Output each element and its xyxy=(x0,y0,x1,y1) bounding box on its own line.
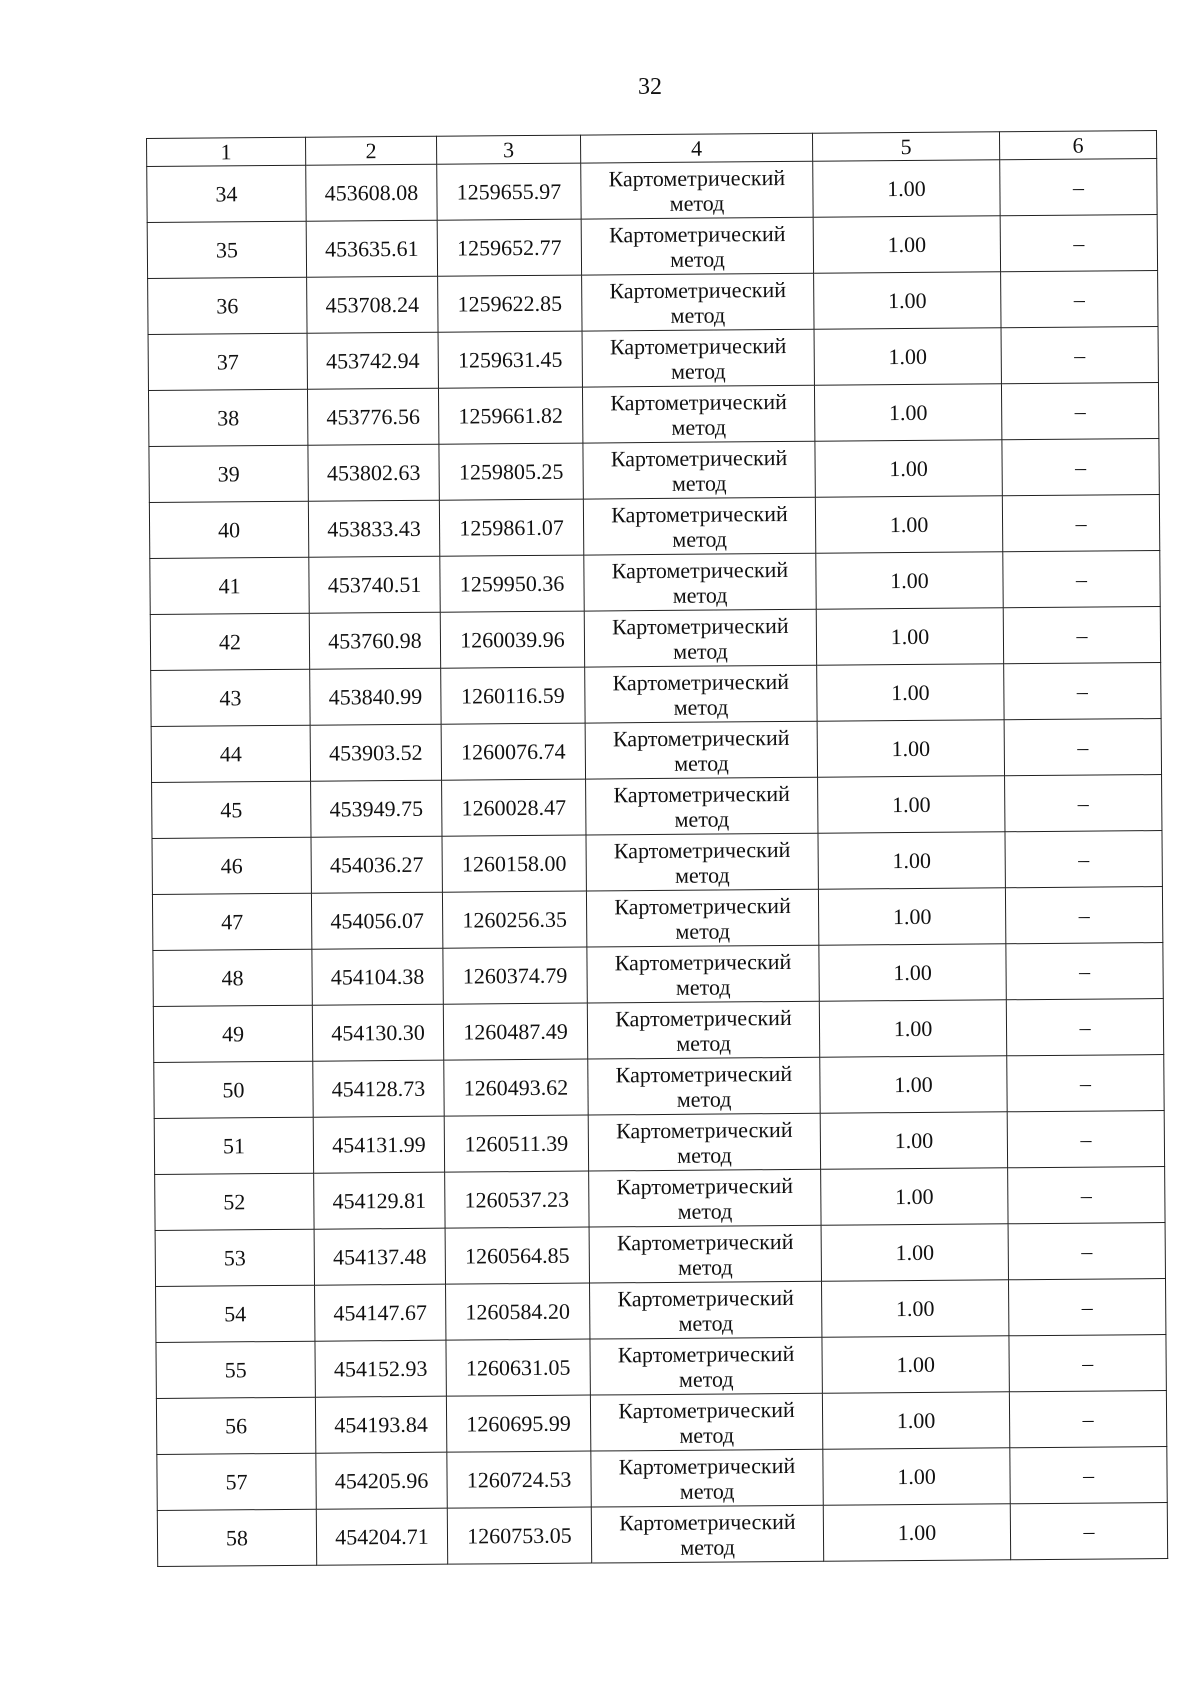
coordinate-y: 1259950.36 xyxy=(440,555,584,612)
table-row xyxy=(152,831,1162,895)
coordinate-y: 1260584.20 xyxy=(446,1283,590,1340)
note-value: – xyxy=(1009,1391,1166,1448)
column-header-4: 4 xyxy=(580,133,812,163)
note-value: – xyxy=(1008,1223,1165,1280)
point-number: 53 xyxy=(155,1229,314,1286)
note-value: – xyxy=(1000,159,1157,216)
coordinate-x: 454205.96 xyxy=(316,1452,447,1509)
coordinate-x: 454131.99 xyxy=(313,1116,444,1173)
method-line-1: Картометрический xyxy=(616,1228,794,1255)
coordinate-y: 1260537.23 xyxy=(445,1171,589,1228)
method-cell xyxy=(584,553,816,611)
coordinate-y: 1260753.05 xyxy=(447,1507,591,1564)
note-value: – xyxy=(1004,663,1161,720)
coordinate-y: 1260256.35 xyxy=(442,891,586,948)
coordinate-x: 453742.94 xyxy=(307,332,438,389)
column-header-1: 1 xyxy=(147,137,306,166)
method-line-1: Картометрический xyxy=(615,1116,793,1143)
note-value: – xyxy=(1003,551,1160,608)
coordinate-y: 1260116.59 xyxy=(441,667,585,724)
method-line-2: метод xyxy=(676,1085,732,1112)
method-line-2: метод xyxy=(671,469,727,496)
method-line-2: метод xyxy=(673,637,728,664)
coordinate-y: 1259861.07 xyxy=(439,499,583,556)
note-value: – xyxy=(1001,271,1158,328)
note-value: – xyxy=(1001,383,1158,440)
page-number: 32 xyxy=(638,74,662,100)
coordinate-y: 1260724.53 xyxy=(447,1451,591,1508)
coordinate-x: 453708.24 xyxy=(307,276,438,333)
method-line-1: Картометрический xyxy=(615,1060,793,1087)
accuracy-value: 1.00 xyxy=(813,216,1000,273)
method-line-1: Картометрический xyxy=(611,556,789,583)
accuracy-value: 1.00 xyxy=(817,720,1004,777)
table-row xyxy=(149,439,1159,503)
note-value: – xyxy=(1005,887,1162,944)
note-value: – xyxy=(1008,1279,1165,1336)
point-number: 34 xyxy=(147,165,306,222)
point-number: 51 xyxy=(154,1117,313,1174)
method-line-1: Картометрический xyxy=(614,948,792,975)
coordinate-y: 1260028.47 xyxy=(442,779,586,836)
table-row xyxy=(154,1111,1164,1175)
accuracy-value: 1.00 xyxy=(817,664,1004,721)
coordinate-x: 453802.63 xyxy=(308,444,439,501)
point-number: 57 xyxy=(157,1453,316,1510)
accuracy-value: 1.00 xyxy=(820,1056,1007,1113)
accuracy-value: 1.00 xyxy=(821,1224,1008,1281)
accuracy-value: 1.00 xyxy=(814,384,1001,441)
coordinate-y: 1260631.05 xyxy=(446,1339,590,1396)
table-body xyxy=(147,159,1168,1567)
accuracy-value: 1.00 xyxy=(818,776,1005,833)
point-number: 56 xyxy=(156,1397,315,1454)
coordinate-x: 454036.27 xyxy=(311,836,442,893)
coordinate-x: 453635.61 xyxy=(306,220,437,277)
method-cell xyxy=(590,1337,822,1395)
method-line-1: Картометрический xyxy=(619,1508,796,1535)
column-header-5: 5 xyxy=(812,132,999,161)
table-row xyxy=(148,383,1158,447)
method-line-1: Картометрический xyxy=(610,388,787,415)
method-line-1: Картометрический xyxy=(610,444,788,471)
accuracy-value: 1.00 xyxy=(816,552,1003,609)
point-number: 37 xyxy=(148,333,307,390)
method-line-2: метод xyxy=(675,973,731,1000)
accuracy-value: 1.00 xyxy=(813,160,1000,217)
note-value: – xyxy=(1003,607,1160,664)
method-line-2: метод xyxy=(677,1197,733,1224)
method-cell xyxy=(583,441,815,499)
coordinate-y: 1259655.97 xyxy=(437,163,581,220)
point-number: 35 xyxy=(147,221,306,278)
point-number: 36 xyxy=(148,277,307,334)
column-header-2: 2 xyxy=(305,136,436,165)
coordinate-y: 1260374.79 xyxy=(443,947,587,1004)
table-row xyxy=(156,1391,1166,1455)
accuracy-value: 1.00 xyxy=(819,944,1006,1001)
coordinate-y: 1260511.39 xyxy=(444,1115,588,1172)
accuracy-value: 1.00 xyxy=(815,496,1002,553)
coordinate-x: 454204.71 xyxy=(316,1508,447,1565)
method-cell xyxy=(589,1225,821,1283)
note-value: – xyxy=(1010,1503,1167,1560)
column-header-3: 3 xyxy=(436,135,580,164)
table-row xyxy=(148,327,1158,391)
coordinate-y: 1259652.77 xyxy=(437,219,581,276)
method-line-2: метод xyxy=(678,1365,734,1392)
coordinate-x: 453608.08 xyxy=(306,164,437,221)
point-number: 50 xyxy=(154,1061,313,1118)
note-value: – xyxy=(1000,215,1157,272)
method-cell xyxy=(589,1169,821,1227)
table-row xyxy=(152,775,1162,839)
method-cell xyxy=(586,889,818,947)
coordinate-y: 1260487.49 xyxy=(443,1003,587,1060)
method-line-1: Картометрический xyxy=(613,836,791,863)
table-row xyxy=(151,663,1161,727)
point-number: 44 xyxy=(151,725,310,782)
point-number: 54 xyxy=(156,1285,315,1342)
point-number: 49 xyxy=(153,1005,312,1062)
point-number: 58 xyxy=(157,1509,316,1566)
table-row xyxy=(157,1503,1167,1567)
table-row xyxy=(149,495,1159,559)
accuracy-value: 1.00 xyxy=(818,832,1005,889)
note-value: – xyxy=(1005,775,1162,832)
note-value: – xyxy=(1006,999,1163,1056)
coordinate-y: 1260695.99 xyxy=(446,1395,590,1452)
coordinate-x: 454104.38 xyxy=(312,948,443,1005)
method-line-2: метод xyxy=(675,917,731,944)
accuracy-value: 1.00 xyxy=(819,1000,1006,1057)
method-cell xyxy=(586,833,818,891)
method-cell xyxy=(585,721,817,779)
method-line-1: Картометрический xyxy=(615,1004,792,1031)
coordinate-y: 1260564.85 xyxy=(445,1227,589,1284)
coordinate-y: 1259631.45 xyxy=(438,331,582,388)
method-line-2: метод xyxy=(676,1029,732,1056)
coordinate-x: 454147.67 xyxy=(315,1284,446,1341)
method-line-2: метод xyxy=(674,805,730,832)
method-line-2: метод xyxy=(679,1421,735,1448)
note-value: – xyxy=(1009,1335,1166,1392)
accuracy-value: 1.00 xyxy=(822,1336,1009,1393)
note-value: – xyxy=(1001,327,1158,384)
method-cell xyxy=(587,1001,819,1059)
method-line-2: метод xyxy=(669,189,725,216)
accuracy-value: 1.00 xyxy=(816,608,1003,665)
method-cell xyxy=(584,609,816,667)
method-line-1: Картометрический xyxy=(612,612,789,639)
accuracy-value: 1.00 xyxy=(822,1392,1009,1449)
coordinate-y: 1259805.25 xyxy=(439,443,583,500)
method-cell xyxy=(582,273,814,331)
note-value: – xyxy=(1004,719,1161,776)
table-row xyxy=(156,1335,1166,1399)
method-line-1: Картометрический xyxy=(614,892,791,919)
coordinate-x: 453949.75 xyxy=(311,780,442,837)
coordinate-y: 1259622.85 xyxy=(438,275,582,332)
coordinate-y: 1260158.00 xyxy=(442,835,586,892)
point-number: 40 xyxy=(149,501,308,558)
accuracy-value: 1.00 xyxy=(823,1504,1010,1561)
table-row xyxy=(147,159,1157,223)
point-number: 45 xyxy=(152,781,311,838)
point-number: 46 xyxy=(152,837,311,894)
method-line-2: метод xyxy=(670,357,726,384)
column-header-6: 6 xyxy=(999,131,1156,160)
table-row xyxy=(153,943,1163,1007)
table-row xyxy=(157,1447,1167,1511)
table-row xyxy=(155,1223,1165,1287)
table-row xyxy=(151,719,1161,783)
table-row xyxy=(148,271,1158,335)
coordinate-x: 454129.81 xyxy=(314,1172,445,1229)
point-number: 42 xyxy=(150,613,309,670)
table-row xyxy=(152,887,1162,951)
method-line-2: метод xyxy=(673,693,729,720)
coordinate-y: 1260076.74 xyxy=(441,723,585,780)
table-row xyxy=(154,1055,1164,1119)
note-value: – xyxy=(1002,495,1159,552)
method-cell xyxy=(582,385,814,443)
point-number: 55 xyxy=(156,1341,315,1398)
point-number: 47 xyxy=(152,893,311,950)
method-cell xyxy=(588,1113,820,1171)
method-line-1: Картометрический xyxy=(608,164,786,191)
method-line-1: Картометрический xyxy=(611,500,788,527)
coordinate-x: 453833.43 xyxy=(308,500,439,557)
coordinate-y: 1260493.62 xyxy=(444,1059,588,1116)
method-line-2: метод xyxy=(671,413,727,440)
note-value: – xyxy=(1005,831,1162,888)
coordinate-x: 453903.52 xyxy=(310,724,441,781)
method-line-1: Картометрический xyxy=(617,1340,795,1367)
point-number: 48 xyxy=(153,949,312,1006)
method-cell xyxy=(588,1057,820,1115)
table-row xyxy=(153,999,1163,1063)
accuracy-value: 1.00 xyxy=(821,1280,1008,1337)
accuracy-value: 1.00 xyxy=(814,272,1001,329)
method-line-1: Картометрический xyxy=(618,1396,795,1423)
coordinate-x: 454128.73 xyxy=(313,1060,444,1117)
method-line-1: Картометрический xyxy=(616,1172,794,1199)
coordinate-x: 454193.84 xyxy=(315,1396,446,1453)
table-row xyxy=(155,1167,1165,1231)
method-cell xyxy=(581,161,813,219)
accuracy-value: 1.00 xyxy=(821,1168,1008,1225)
method-line-1: Картометрический xyxy=(612,668,790,695)
table-row xyxy=(150,607,1160,671)
coordinate-x: 454137.48 xyxy=(314,1228,445,1285)
note-value: – xyxy=(1007,1111,1164,1168)
accuracy-value: 1.00 xyxy=(814,328,1001,385)
note-value: – xyxy=(1002,439,1159,496)
method-cell xyxy=(591,1449,823,1507)
method-line-2: метод xyxy=(672,581,728,608)
accuracy-value: 1.00 xyxy=(818,888,1005,945)
coordinate-y: 1259661.82 xyxy=(438,387,582,444)
method-line-2: метод xyxy=(680,1533,735,1560)
method-line-2: метод xyxy=(677,1141,732,1168)
coordinates-table xyxy=(146,130,1168,1567)
note-value: – xyxy=(1007,1055,1164,1112)
method-cell xyxy=(590,1393,822,1451)
note-value: – xyxy=(1008,1167,1165,1224)
coordinate-x: 453776.56 xyxy=(307,388,438,445)
method-line-2: метод xyxy=(670,301,726,328)
method-line-1: Картометрический xyxy=(612,724,790,751)
method-line-1: Картометрический xyxy=(617,1284,794,1311)
accuracy-value: 1.00 xyxy=(815,440,1002,497)
method-line-1: Картометрический xyxy=(608,220,786,247)
method-line-1: Картометрический xyxy=(613,780,790,807)
table-row xyxy=(150,551,1160,615)
method-cell xyxy=(587,945,819,1003)
note-value: – xyxy=(1010,1447,1167,1504)
method-line-2: метод xyxy=(674,861,730,888)
coordinate-x: 454152.93 xyxy=(315,1340,446,1397)
method-cell xyxy=(590,1281,822,1339)
method-cell xyxy=(582,329,814,387)
method-line-2: метод xyxy=(677,1253,733,1280)
note-value: – xyxy=(1006,943,1163,1000)
method-line-2: метод xyxy=(679,1477,735,1504)
accuracy-value: 1.00 xyxy=(820,1112,1007,1169)
point-number: 43 xyxy=(151,669,310,726)
method-line-1: Картометрический xyxy=(618,1452,796,1479)
method-line-1: Картометрический xyxy=(609,276,787,303)
coordinate-x: 453740.51 xyxy=(309,556,440,613)
point-number: 38 xyxy=(148,389,307,446)
table-row xyxy=(156,1279,1166,1343)
method-cell xyxy=(583,497,815,555)
method-line-2: метод xyxy=(674,749,729,776)
method-line-2: метод xyxy=(670,245,725,272)
method-line-2: метод xyxy=(672,525,728,552)
method-cell xyxy=(585,665,817,723)
point-number: 52 xyxy=(155,1173,314,1230)
method-cell xyxy=(581,217,813,275)
accuracy-value: 1.00 xyxy=(823,1448,1010,1505)
point-number: 39 xyxy=(149,445,308,502)
method-cell xyxy=(586,777,818,835)
coordinate-y: 1260039.96 xyxy=(440,611,584,668)
coordinate-x: 454130.30 xyxy=(312,1004,443,1061)
method-line-1: Картометрический xyxy=(609,332,787,359)
table-row xyxy=(147,215,1157,279)
coordinate-x: 453840.99 xyxy=(310,668,441,725)
coordinate-x: 454056.07 xyxy=(311,892,442,949)
coordinate-x: 453760.98 xyxy=(309,612,440,669)
method-cell xyxy=(591,1505,823,1563)
method-line-2: метод xyxy=(678,1309,734,1336)
point-number: 41 xyxy=(150,557,309,614)
